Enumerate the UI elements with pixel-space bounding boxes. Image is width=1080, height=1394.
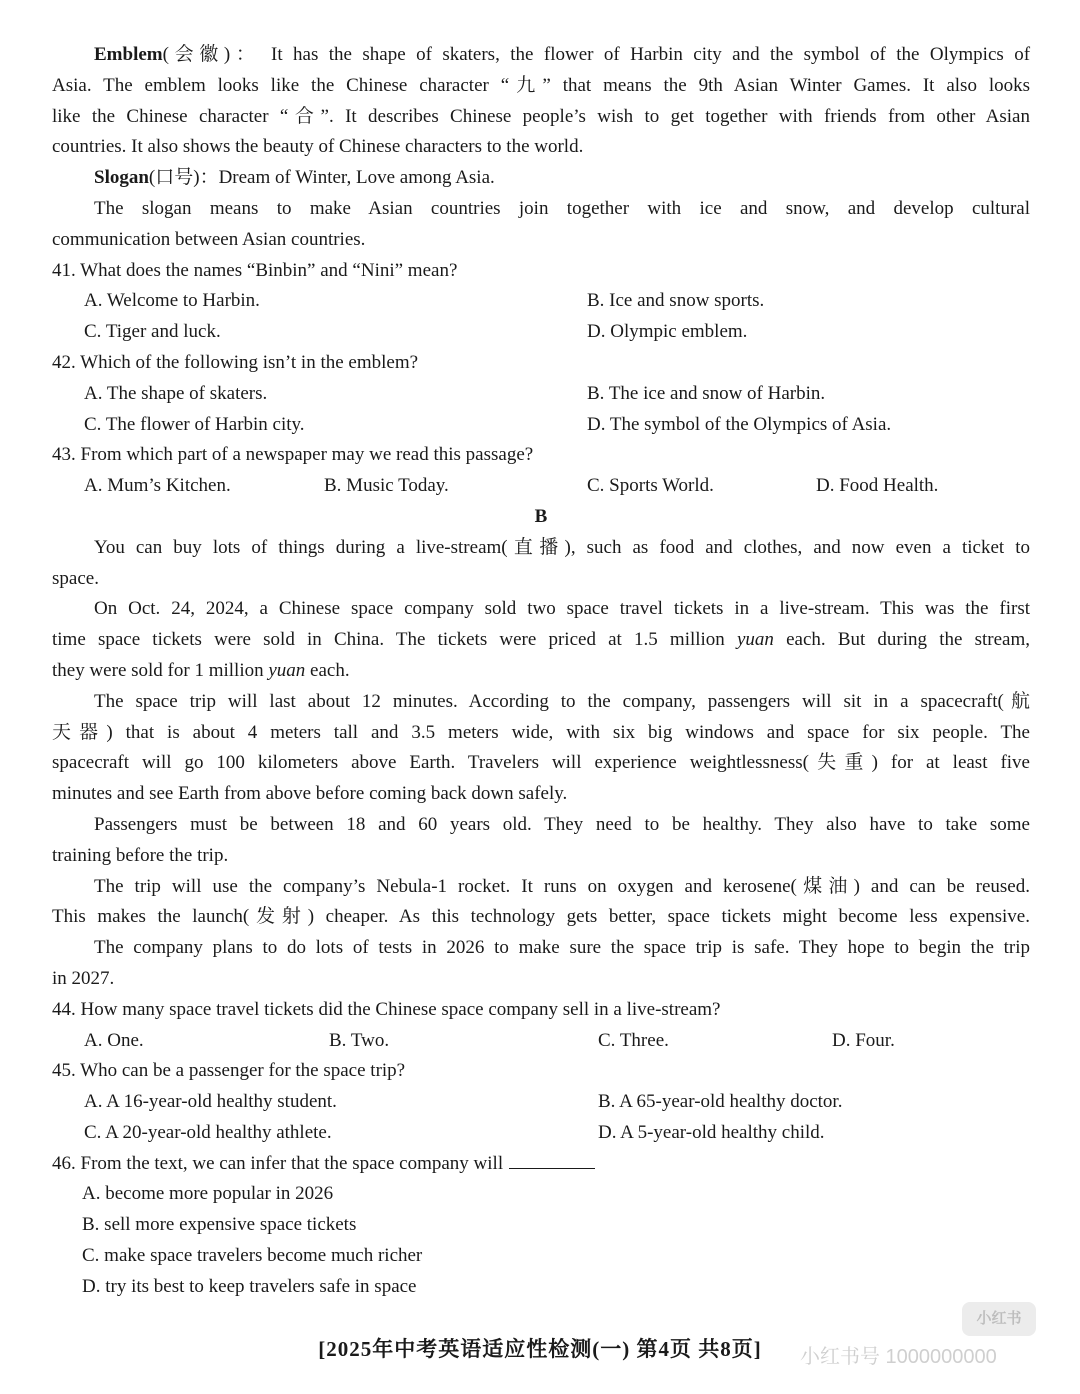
question-44-stem: 44. How many space travel tickets did the Chinese space company sell in a live-stream? (52, 998, 721, 1020)
b-para-4-line-2: training before the trip. (52, 844, 229, 866)
q42-option-b[interactable]: B. The ice and snow of Harbin. (587, 382, 826, 404)
b-para-1-line-1: You can buy lots of things during a live-stream(直播), such as food and clothes, and now even a ticket to (94, 536, 1030, 558)
emblem-line-1: Emblem(会徽)： It has the shape of skaters, the flower of Harbin city and the symbol of the Olympics of (94, 44, 1031, 65)
q46-option-d[interactable]: D. try its best to keep travelers safe in space (82, 1275, 417, 1297)
q44-option-a[interactable]: A. One. (84, 1029, 144, 1051)
q46-option-b[interactable]: B. sell more expensive space tickets (82, 1214, 357, 1236)
q41-option-d[interactable]: D. Olympic emblem. (587, 321, 748, 343)
b-para-6-line-1: The company plans to do lots of tests in 2026 to make sure the space trip is safe. They hope to begin the trip (94, 937, 1030, 959)
section-b-title: B (534, 505, 548, 527)
q41-option-c[interactable]: C. Tiger and luck. (84, 321, 221, 343)
question-41-stem: 41. What does the names “Binbin” and “Nini” mean? (52, 259, 458, 281)
emblem-cn: (会徽)： (162, 44, 261, 65)
q45-option-d[interactable]: D. A 5-year-old healthy child. (598, 1121, 825, 1143)
b-para-2-line-2: time space tickets were sold in China. The tickets were priced at 1.5 million yuan each. But during the stream, (52, 629, 1030, 651)
b-para-6-line-2: in 2027. (52, 967, 115, 989)
question-45-options-row-1 (52, 1087, 1030, 1118)
watermark-id: 小红书号 1000000000 (800, 1346, 997, 1368)
q42-option-d[interactable]: D. The symbol of the Olympics of Asia. (587, 413, 892, 435)
q44-option-d[interactable]: D. Four. (832, 1029, 895, 1051)
q45-option-c[interactable]: C. A 20-year-old healthy athlete. (84, 1121, 332, 1143)
question-43-options-row (52, 471, 1030, 502)
slogan-label: Slogan (94, 167, 149, 189)
q41-option-a[interactable]: A. Welcome to Harbin. (84, 290, 260, 312)
slogan-cn: (口号)： (148, 167, 219, 189)
question-42-stem: 42. Which of the following isn’t in the emblem? (52, 351, 419, 373)
q42-option-a[interactable]: A. The shape of skaters. (84, 382, 268, 404)
q43-option-d[interactable]: D. Food Health. (816, 475, 939, 497)
b-para-5-line-1: The trip will use the company’s Nebula-1 rocket. It runs on oxygen and kerosene(煤油) and can be reused. (94, 875, 1030, 897)
b-para-1-line-2: space. (52, 567, 99, 589)
q42-option-c[interactable]: C. The flower of Harbin city. (84, 413, 305, 435)
q45-option-b[interactable]: B. A 65-year-old healthy doctor. (598, 1091, 843, 1113)
b-para-3-line-2: 天器) that is about 4 meters tall and 3.5 meters wide, with six big windows and space for six people. The (52, 721, 1030, 743)
b-para-2-line-3: they were sold for 1 million yuan each. (52, 659, 350, 681)
slogan-text: Dream of Winter, Love among Asia. (218, 167, 495, 189)
q46-option-a[interactable]: A. become more popular in 2026 (82, 1183, 334, 1205)
b-para-5-line-2: This makes the launch(发射) cheaper. As this technology gets better, space tickets might become less expensive. (52, 906, 1030, 928)
answer-blank[interactable] (509, 1150, 595, 1169)
q43-option-c[interactable]: C. Sports World. (587, 475, 714, 497)
question-45-stem: 45. Who can be a passenger for the space trip? (52, 1060, 406, 1082)
question-44-options-row (52, 1026, 1030, 1057)
q44-option-c[interactable]: C. Three. (598, 1029, 669, 1051)
question-42-options-row-2 (52, 410, 1030, 441)
exam-page (52, 40, 1030, 1303)
b-para-3-line-1: The space trip will last about 12 minutes. According to the company, passengers will sit in a spacecraft(航 (94, 690, 1030, 712)
question-42-options-row-1 (52, 379, 1030, 410)
slogan-para-line-2: communication between Asian countries. (52, 228, 366, 250)
q43-option-a[interactable]: A. Mum’s Kitchen. (84, 475, 231, 497)
question-46-stem: 46. From the text, we can infer that the space company will (52, 1149, 1030, 1180)
q43-option-b[interactable]: B. Music Today. (324, 475, 449, 497)
question-43-stem: 43. From which part of a newspaper may we read this passage? (52, 444, 534, 466)
watermark-logo: 小红书 (962, 1302, 1036, 1336)
q44-option-b[interactable]: B. Two. (329, 1029, 390, 1051)
b-para-4-line-1: Passengers must be between 18 and 60 years old. They need to be healthy. They also have to take some (94, 813, 1030, 835)
b-para-2-line-1: On Oct. 24, 2024, a Chinese space company sold two space travel tickets in a live-stream. This was the first (94, 598, 1030, 620)
q46-option-c[interactable]: C. make space travelers become much richer (82, 1245, 423, 1267)
b-para-3-line-4: minutes and see Earth from above before coming back down safely. (52, 783, 568, 805)
question-45-options-row-2 (52, 1118, 1030, 1149)
page-footer: [2025年中考英语适应性检测(一) 第4页 共8页] (318, 1337, 762, 1361)
q45-option-a[interactable]: A. A 16-year-old healthy student. (84, 1091, 337, 1113)
emblem-label: Emblem (94, 44, 163, 65)
question-41-options-row-1 (52, 286, 1030, 317)
q41-option-b[interactable]: B. Ice and snow sports. (587, 290, 765, 312)
slogan-line (52, 163, 1030, 194)
question-41-options-row-2 (52, 317, 1030, 348)
emblem-line-4: countries. It also shows the beauty of Chinese characters to the world. (52, 136, 584, 158)
b-para-3-line-3: spacecraft will go 100 kilometers above Earth. Travelers will experience weightlessness(失重) for at least five (52, 752, 1030, 774)
slogan-para-line-1: The slogan means to make Asian countries join together with ice and snow, and develop cultural (94, 197, 1030, 219)
emblem-line-3: like the Chinese character “合”. It describes Chinese people’s wish to get together with friends from other Asian (52, 105, 1030, 127)
emblem-line-2: Asia. The emblem looks like the Chinese character “九” that means the 9th Asian Winter Games. It also looks (52, 74, 1030, 96)
